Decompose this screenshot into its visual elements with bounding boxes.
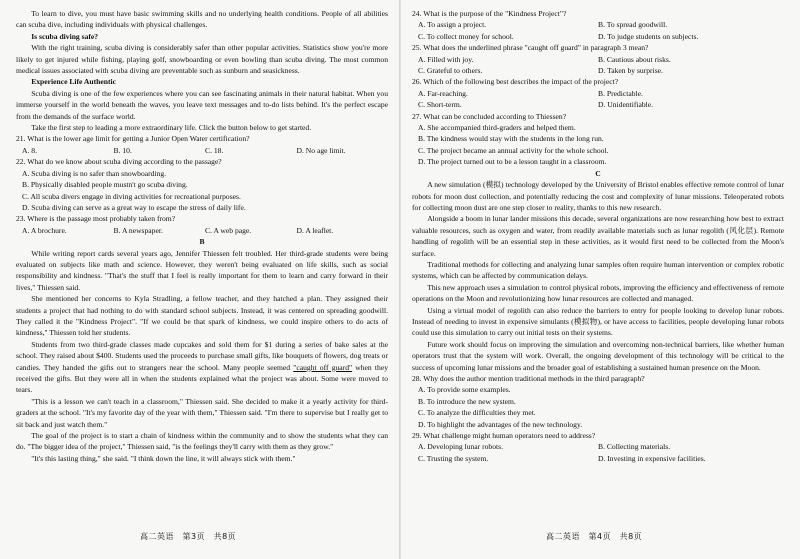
option-a: A. 8. xyxy=(22,145,37,155)
paragraph: Take the first step to leading a more extraordinary life. Click the button below to get started. xyxy=(31,123,312,133)
subheading: Experience Life Authentic xyxy=(31,77,116,87)
option-d: D. The project turned out to be a lesson taught in a classroom. xyxy=(418,157,607,167)
question-27 xyxy=(412,111,784,168)
paragraph xyxy=(16,339,388,396)
question-stem: 29. What challenge might human operators need to address? xyxy=(412,431,596,441)
option-a: A. To assign a project. xyxy=(418,20,487,30)
option-d: D. Investing in expensive facilities. xyxy=(598,453,706,463)
question-stem: 21. What is the lower age limit for getting a Junior Open Water certification? xyxy=(16,134,250,144)
option-a: A. Scuba diving is no safer than snowboarding. xyxy=(22,168,167,178)
paragraph: Traditional methods for collecting and analyzing lunar samples often require human intervention or complex robotic systems, which can be affected by communication delays. xyxy=(412,259,784,281)
option-b: B. Cautious about risks. xyxy=(598,54,671,64)
question-21 xyxy=(16,133,388,156)
option-a: A. Far-reaching. xyxy=(418,88,468,98)
paragraph: While writing report cards several years ago, Jennifer Thiessen felt troubled. Her third-grade students were being evaluated on subjects like math and science. However, they weren't being evaluated on life skills, such as social responsibility and kindness. "That's the stuff that I feel is really important for them to learn and carry forward in their lives," Thiessen said. xyxy=(16,248,388,292)
option-c: C. All scuba divers engage in diving activities for recreational purposes. xyxy=(22,191,241,201)
paragraph: Alongside a boom in lunar lander missions this decade, several organizations are now researching how best to extract valuable resources, such as oxygen and water, from readily available materials such as lunar regolith (风化层). Remote handling of regolith will be an essential step in these activities, as it would first need to be collected from the Moon's surface. xyxy=(412,214,784,258)
question-stem: 25. What does the underlined phrase "caught off guard" in paragraph 3 mean? xyxy=(412,43,649,53)
paragraph-text: Students from two third-grade classes made cupcakes and sold them for $1 during a series of bake sales at the school. They raised about $400. Students used the proceeds to purchase small gifts, like bouquets of flowers, dog treats or candies. They handed the gifts out to strangers near the school. Many people seemed xyxy=(16,339,388,372)
option-a: A. Filled with joy. xyxy=(418,54,474,64)
paragraph-text: when they received the gifts. But they were all in when the students explained what the project was about. Some were moved to tears. xyxy=(16,362,388,395)
page-fold xyxy=(399,0,401,559)
option-c: C. The project became an annual activity for the whole school. xyxy=(418,145,609,155)
option-d: D. A leaflet. xyxy=(296,225,334,235)
paragraph: She mentioned her concerns to Kyla Stradling, a fellow teacher, and they hatched a plan. They assigned their students a project that had nothing to do with standard school subjects. Instead, it was centered on spreading goodwill. They called it the "Kindness Project". "If we could be that spark of kindness, we could inspire others to do acts of kindness," Thiessen told her students. xyxy=(16,294,388,338)
section-heading-c: C xyxy=(595,168,601,178)
paragraph: A new simulation (模拟) technology developed by the University of Bristol enables effective remote control of lunar robots for moon dust collection, and potentially reducing the cost and complexity of lunar missions. Teleoperated robots for collecting moon dust are one step closer to reality, thanks to this new research. xyxy=(412,180,784,212)
option-b: B. Predictable. xyxy=(598,88,643,98)
option-b: B. 10. xyxy=(113,145,132,155)
question-25 xyxy=(412,42,784,76)
option-a: A. To provide some examples. xyxy=(418,385,511,395)
option-d: D. Taken by surprise. xyxy=(598,66,663,76)
paragraph: To learn to dive, you must have basic swimming skills and no underlying health conditions. People of all abilities can scuba dive, including individuals with physical challenges. xyxy=(16,9,388,30)
paragraph: "It's this lasting thing," she said. "I think down the line, it will always stick with them." xyxy=(31,453,296,463)
paragraph: With the right training, scuba diving is considerably safer than other popular activities. Statistics show you're more likely to get injured while fishing, playing golf, snowboarding or even bowling than scuba diving. The most common medical issues associated with scuba diving are preventable such as sunburn and seasickness. xyxy=(16,43,388,76)
question-23 xyxy=(16,213,388,236)
option-b: B. Physically disabled people mustn't go scuba diving. xyxy=(22,180,188,190)
option-c: C. Grateful to others. xyxy=(418,66,483,76)
option-c: C. To collect money for school. xyxy=(418,31,514,41)
paragraph: Scuba diving is one of the few experiences where you can see fascinating animals in their natural habitat. When you immerse yourself in the world beneath the waves, you leave text messages and to-do lists behind. It's the perfect escape from the demands of the surface world. xyxy=(16,88,388,121)
option-b: B. The kindness would stay with the students in the long run. xyxy=(418,134,604,144)
option-c: C. Trusting the system. xyxy=(418,453,489,463)
paragraph: Future work should focus on improving the simulation and overcoming non-technical barriers, like whether human operators trust that the system will work. Overall, the ongoing development of this technology will be critical to the success of upcoming lunar missions and the broader goal of establishing a sustained human presence on the Moon. xyxy=(412,339,784,372)
question-26 xyxy=(412,76,784,110)
question-stem: 28. Why does the author mention traditional methods in the third paragraph? xyxy=(412,374,645,383)
option-d: D. To highlight the advantages of the new technology. xyxy=(418,419,583,429)
underlined-phrase: "caught off guard" xyxy=(293,362,353,372)
option-b: B. Collecting materials. xyxy=(598,442,671,452)
subheading: Is scuba diving safe? xyxy=(31,31,99,41)
question-22 xyxy=(16,156,388,213)
section-heading-b: B xyxy=(199,237,205,247)
option-d: D. To judge students on subjects. xyxy=(598,31,699,41)
question-stem: 26. Which of the following best describes the impact of the project? xyxy=(412,77,619,87)
option-a: A. She accompanied third-graders and helped them. xyxy=(418,123,576,133)
option-d: D. No age limit. xyxy=(296,145,346,155)
paragraph: The goal of the project is to start a chain of kindness within the community and to show the students what they can do. "The bigger idea of the project," Thiessen said, "is the feelings they'll carry with them as they grow." xyxy=(16,431,388,452)
option-d: D. Scuba diving can serve as a great way to escape the stress of daily life. xyxy=(22,202,246,212)
question-29 xyxy=(412,430,784,464)
question-stem: 27. What can be concluded according to Thiessen? xyxy=(412,111,567,121)
option-a: A. Developing lunar robots. xyxy=(418,442,503,452)
question-stem: 24. What is the purpose of the "Kindness Project"? xyxy=(412,9,567,18)
paragraph: "This is a lesson we can't teach in a classroom," Thiessen said. She decided to make it a yearly activity for third-graders at the school. "It's my favorite day of the year with them," Thiessen said. "I'm there to supervise but I really get to sit back and just watch them." xyxy=(16,396,388,429)
question-stem: 23. Where is the passage most probably taken from? xyxy=(16,214,176,224)
option-b: B. To introduce the new system. xyxy=(418,396,516,406)
option-d: D. Unidentifiable. xyxy=(598,100,654,110)
page-footer-right: 高二英语 第4页 共8页 xyxy=(546,532,643,541)
question-24 xyxy=(412,8,784,42)
right-page xyxy=(412,8,784,464)
option-c: C. 18. xyxy=(205,145,224,155)
paragraph: This new approach uses a simulation to control physical robots, improving the efficiency and effectiveness of remote operations on the Moon and revolutionizing how lunar resources are collected and managed. xyxy=(412,282,784,304)
option-a: A. A brochure. xyxy=(22,225,67,235)
left-page xyxy=(16,8,388,464)
option-c: C. A web page. xyxy=(205,225,252,235)
option-b: B. A newspaper. xyxy=(113,225,163,235)
option-c: C. To analyze the difficulties they met. xyxy=(418,408,536,418)
option-c: C. Short-term. xyxy=(418,100,462,110)
option-b: B. To spread goodwill. xyxy=(598,20,668,30)
page-footer-left: 高二英语 第3页 共8页 xyxy=(140,532,237,541)
paragraph: Using a virtual model of regolith can also reduce the barriers to entry for people looking to develop lunar robots. Instead of needing to invest in expensive simulants (模拟物), or have access to facilities, people developing lunar robots could use this simulation to carry out initial tests on their systems. xyxy=(412,305,784,338)
question-28 xyxy=(412,373,784,430)
question-stem: 22. What do we know about scuba diving according to the passage? xyxy=(16,157,222,167)
